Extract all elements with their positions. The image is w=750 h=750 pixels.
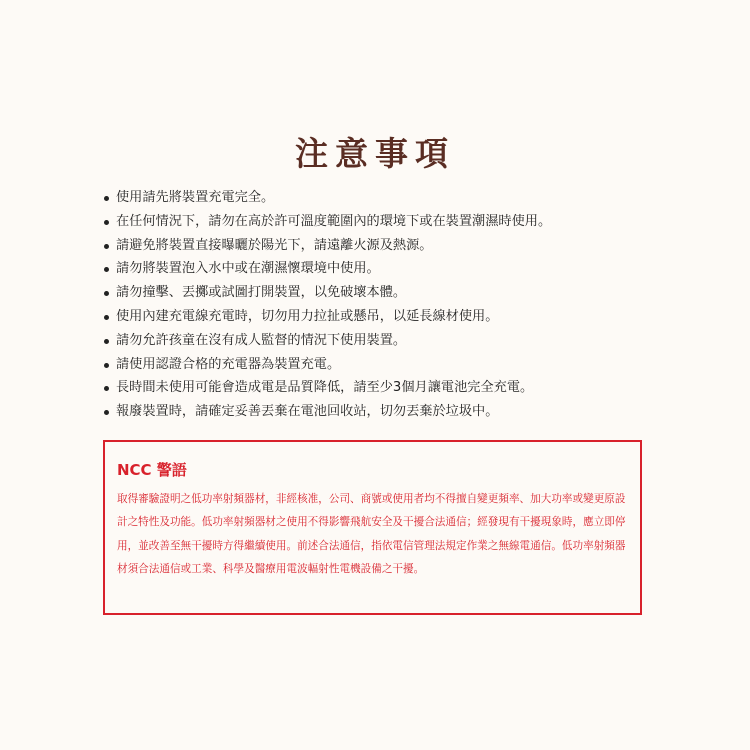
list-item: 長時間未使用可能會造成電是品質降低，請至少3個月讓電池完全充電。 [106, 376, 551, 400]
list-item: 請避免將裝置直接曝曬於陽光下，請遠離火源及熱源。 [106, 234, 551, 258]
list-item: 請勿允許孩童在沒有成人監督的情況下使用裝置。 [106, 329, 551, 353]
list-item: 報廢裝置時，請確定妥善丟棄在電池回收站，切勿丟棄於垃圾中。 [106, 400, 551, 424]
precautions-list [106, 186, 551, 424]
list-item: 請勿撞擊、丟擲或試圖打開裝置，以免破壞本體。 [106, 281, 551, 305]
ncc-warning-title: NCC 警語 [117, 461, 187, 479]
list-item: 請勿將裝置泡入水中或在潮濕懷環境中使用。 [106, 257, 551, 281]
list-item: 使用請先將裝置充電完全。 [106, 186, 551, 210]
ncc-warning-text: 取得審驗證明之低功率射頻器材，非經核准，公司、商號或使用者均不得擅自變更頻率、加大功率或變更原設計之特性及功能。低功率射頻器材之使用不得影響飛航安全及干擾合法通信；經發現有干擾現象時，應立即停用，並改善至無干擾時方得繼續使用。前述合法通信，指依電信管理法規定作業之無線電通信。低功率射頻器材須合法通信或工業、科學及醫療用電波輻射性電機設備之干擾。 [117, 493, 626, 576]
list-item: 請使用認證合格的充電器為裝置充電。 [106, 353, 551, 377]
ncc-warning-box [103, 440, 642, 615]
page-title: 注意事項 [295, 134, 455, 173]
list-item: 在任何情況下，請勿在高於許可溫度範圍內的環境下或在裝置潮濕時使用。 [106, 210, 551, 234]
list-item: 使用內建充電線充電時，切勿用力拉扯或懸吊，以延長線材使用。 [106, 305, 551, 329]
